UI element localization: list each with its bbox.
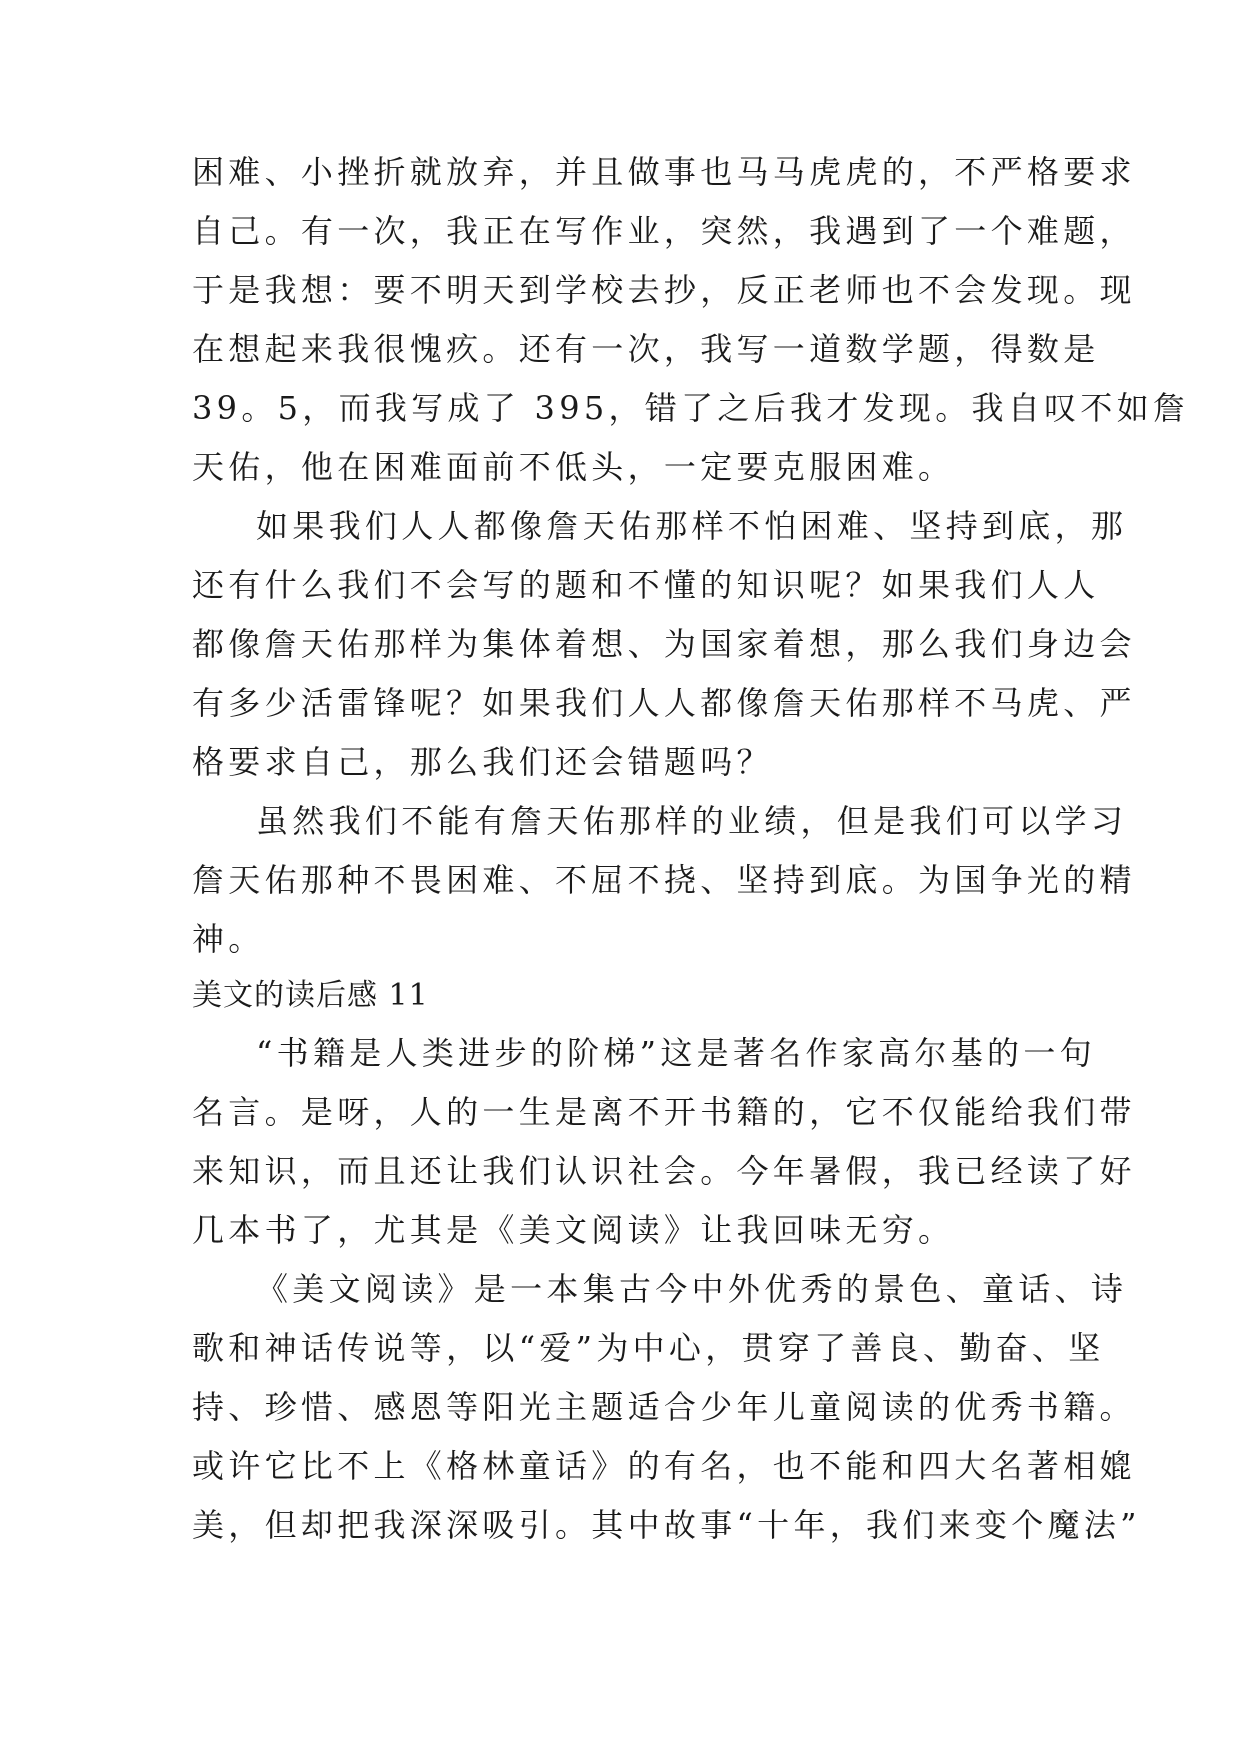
text-line: 持、珍惜、感恩等阳光主题适合少年儿童阅读的优秀书籍。 [192, 1388, 1136, 1426]
text-line: 格要求自己，那么我们还会错题吗？ [192, 743, 773, 781]
text-line: 歌和神话传说等，以“爱”为中心，贯穿了善良、勤奋、坚 [192, 1329, 1105, 1367]
text-line: 还有什么我们不会写的题和不懂的知识呢？如果我们人人 [192, 566, 1100, 604]
text-line: 名言。是呀，人的一生是离不开书籍的，它不仅能给我们带 [192, 1093, 1136, 1131]
text-line: 困难、小挫折就放弃，并且做事也马马虎虎的，不严格要求 [192, 153, 1136, 191]
paragraph-first-line: 如果我们人人都像詹天佑那样不怕困难、坚持到底，那 [256, 507, 1128, 545]
text-line: 有多少活雷锋呢？如果我们人人都像詹天佑那样不马虎、严 [192, 684, 1136, 722]
text-line: 于是我想：要不明天到学校去抄，反正老师也不会发现。现 [192, 271, 1136, 309]
text-line: 天佑，他在困难面前不低头，一定要克服困难。 [192, 448, 955, 486]
text-line: 都像詹天佑那样为集体着想、为国家着想，那么我们身边会 [192, 625, 1136, 663]
text-line: 39。5，而我写成了 395，错了之后我才发现。我自叹不如詹 [192, 389, 1190, 427]
text-line: 或许它比不上《格林童话》的有名，也不能和四大名著相媲 [192, 1447, 1136, 1485]
paragraph-first-line: 虽然我们不能有詹天佑那样的业绩，但是我们可以学习 [256, 802, 1128, 840]
paragraph-first-line: “书籍是人类进步的阶梯”这是著名作家高尔基的一句 [256, 1034, 1096, 1072]
text-line: 詹天佑那种不畏困难、不屈不挠、坚持到底。为国争光的精 [192, 861, 1136, 899]
text-line: 几本书了，尤其是《美文阅读》让我回味无穷。 [192, 1211, 955, 1249]
section-heading: 美文的读后感 11 [192, 978, 429, 1013]
text-line: 来知识，而且还让我们认识社会。今年暑假，我已经读了好 [192, 1152, 1136, 1190]
text-line: 神。 [192, 920, 265, 958]
text-line: 自己。有一次，我正在写作业，突然，我遇到了一个难题， [192, 212, 1136, 250]
text-line: 在想起来我很愧疚。还有一次，我写一道数学题，得数是 [192, 330, 1100, 368]
paragraph-first-line: 《美文阅读》是一本集古今中外优秀的景色、童话、诗 [256, 1270, 1128, 1308]
text-line: 美，但却把我深深吸引。其中故事“十年，我们来变个魔法” [192, 1506, 1141, 1544]
